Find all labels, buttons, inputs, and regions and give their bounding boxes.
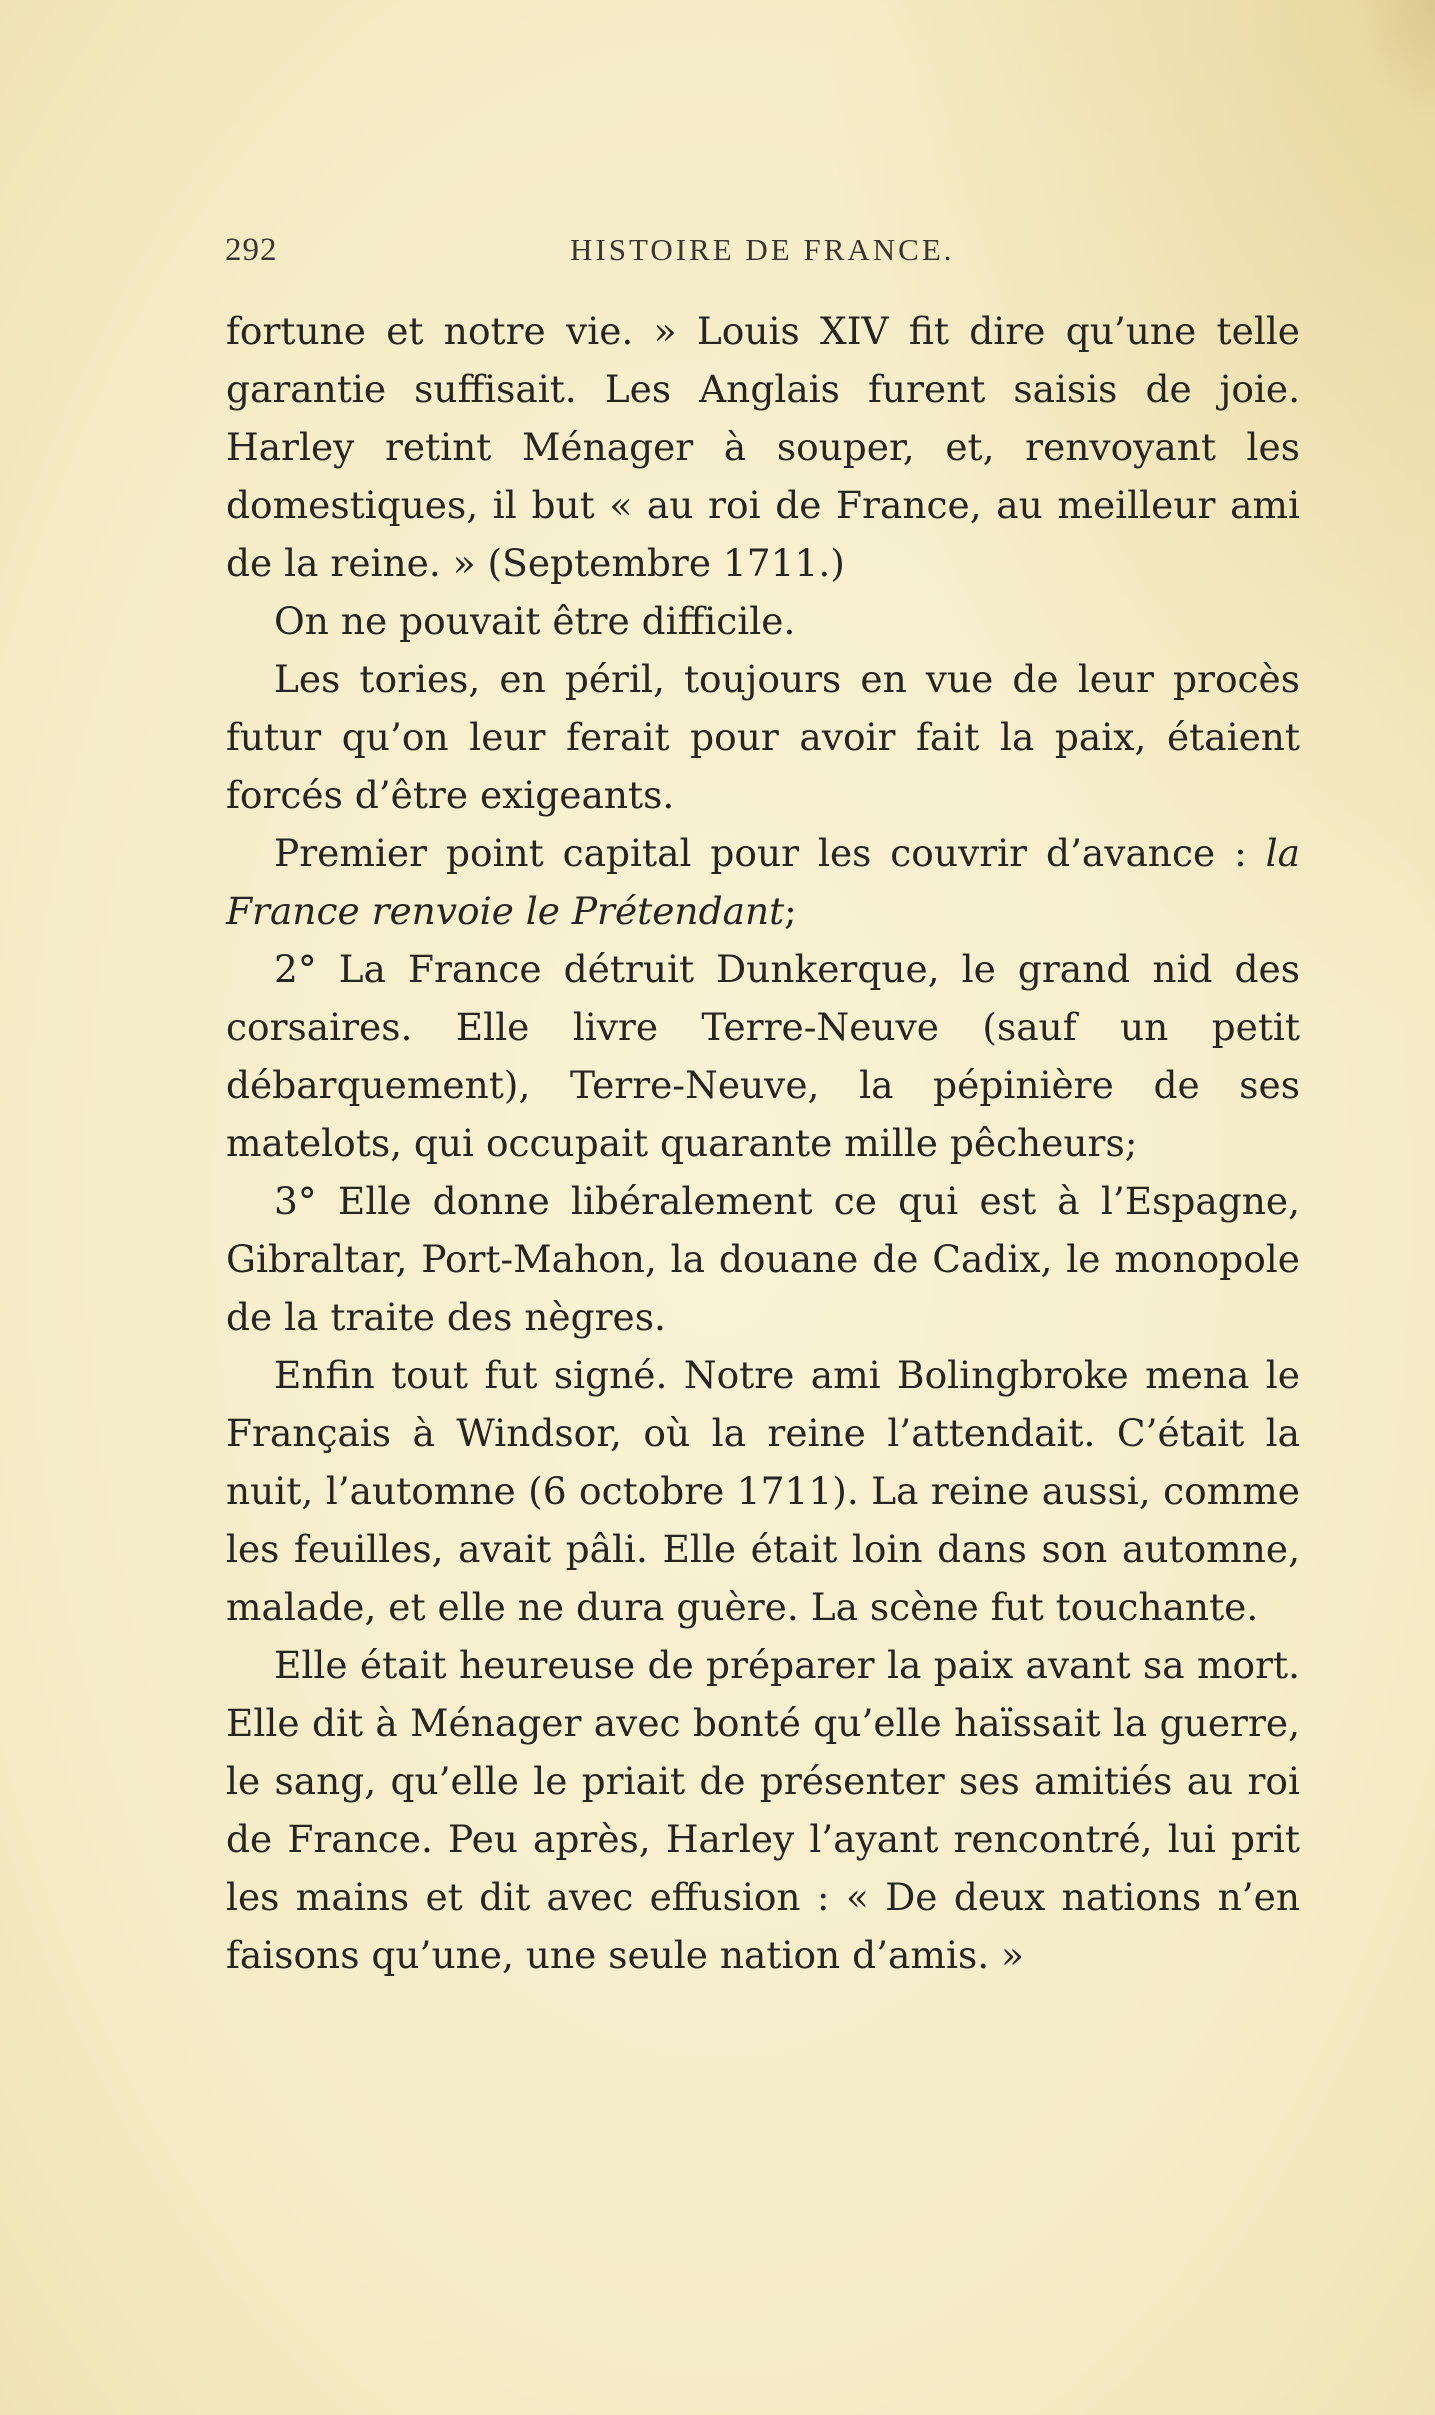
paragraph-5: 2° La France détruit Dunkerque, le grand nid des corsaires. Elle livre Terre-Neuve (sauf un petit débarquement), Terre-Neuve, la pépinière de ses matelots, qui occupait quarante mille pêcheurs; bbox=[226, 947, 1300, 1165]
paragraph-6: 3° Elle donne libéralement ce qui est à l’Espagne, Gibraltar, Port-Mahon, la douane de Cadix, le monopole de la traite des nègres. bbox=[226, 1179, 1300, 1339]
body-text bbox=[226, 302, 1300, 1984]
running-title: HISTOIRE DE FRANCE. bbox=[570, 232, 955, 267]
paragraph-4-lead: Premier point capital pour les couvrir d’avance : bbox=[274, 831, 1247, 875]
paragraph-3: Les tories, en péril, toujours en vue de leur procès futur qu’on leur ferait pour avoir fait la paix, étaient forcés d’être exigeants. bbox=[226, 657, 1300, 817]
paragraph-4-tail: ; bbox=[784, 889, 797, 933]
paragraph-4-italic: la France renvoie le Prétendant bbox=[226, 831, 1301, 933]
paragraph-4 bbox=[226, 824, 1300, 940]
paragraph-1: fortune et notre vie. » Louis XIV fit dire qu’une telle garantie suffisait. Les Anglais furent saisis de joie. Harley retint Ménager à souper, et, renvoyant les domestiques, il but « au roi de France, au meilleur ami de la reine. » (Septembre 1711.) bbox=[226, 309, 1300, 585]
page-stain bbox=[1355, 0, 1435, 120]
paragraph-8: Elle était heureuse de préparer la paix avant sa mort. Elle dit à Ménager avec bonté qu’elle haïssait la guerre, le sang, qu’elle le priait de présenter ses amitiés au roi de France. Peu après, Harley l’ayant rencontré, lui prit les mains et dit avec effusion : « De deux nations n’en faisons qu’une, une seule nation d’amis. » bbox=[226, 1643, 1300, 1977]
page-number: 292 bbox=[225, 232, 278, 268]
paragraph-2: On ne pouvait être difficile. bbox=[274, 599, 796, 643]
paragraph-7: Enfin tout fut signé. Notre ami Bolingbroke mena le Français à Windsor, où la reine l’attendait. C’était la nuit, l’automne (6 octobre 1711). La reine aussi, comme les feuilles, avait pâli. Elle était loin dans son automne, malade, et elle ne dura guère. La scène fut touchante. bbox=[226, 1353, 1300, 1629]
page-header bbox=[225, 232, 1300, 282]
